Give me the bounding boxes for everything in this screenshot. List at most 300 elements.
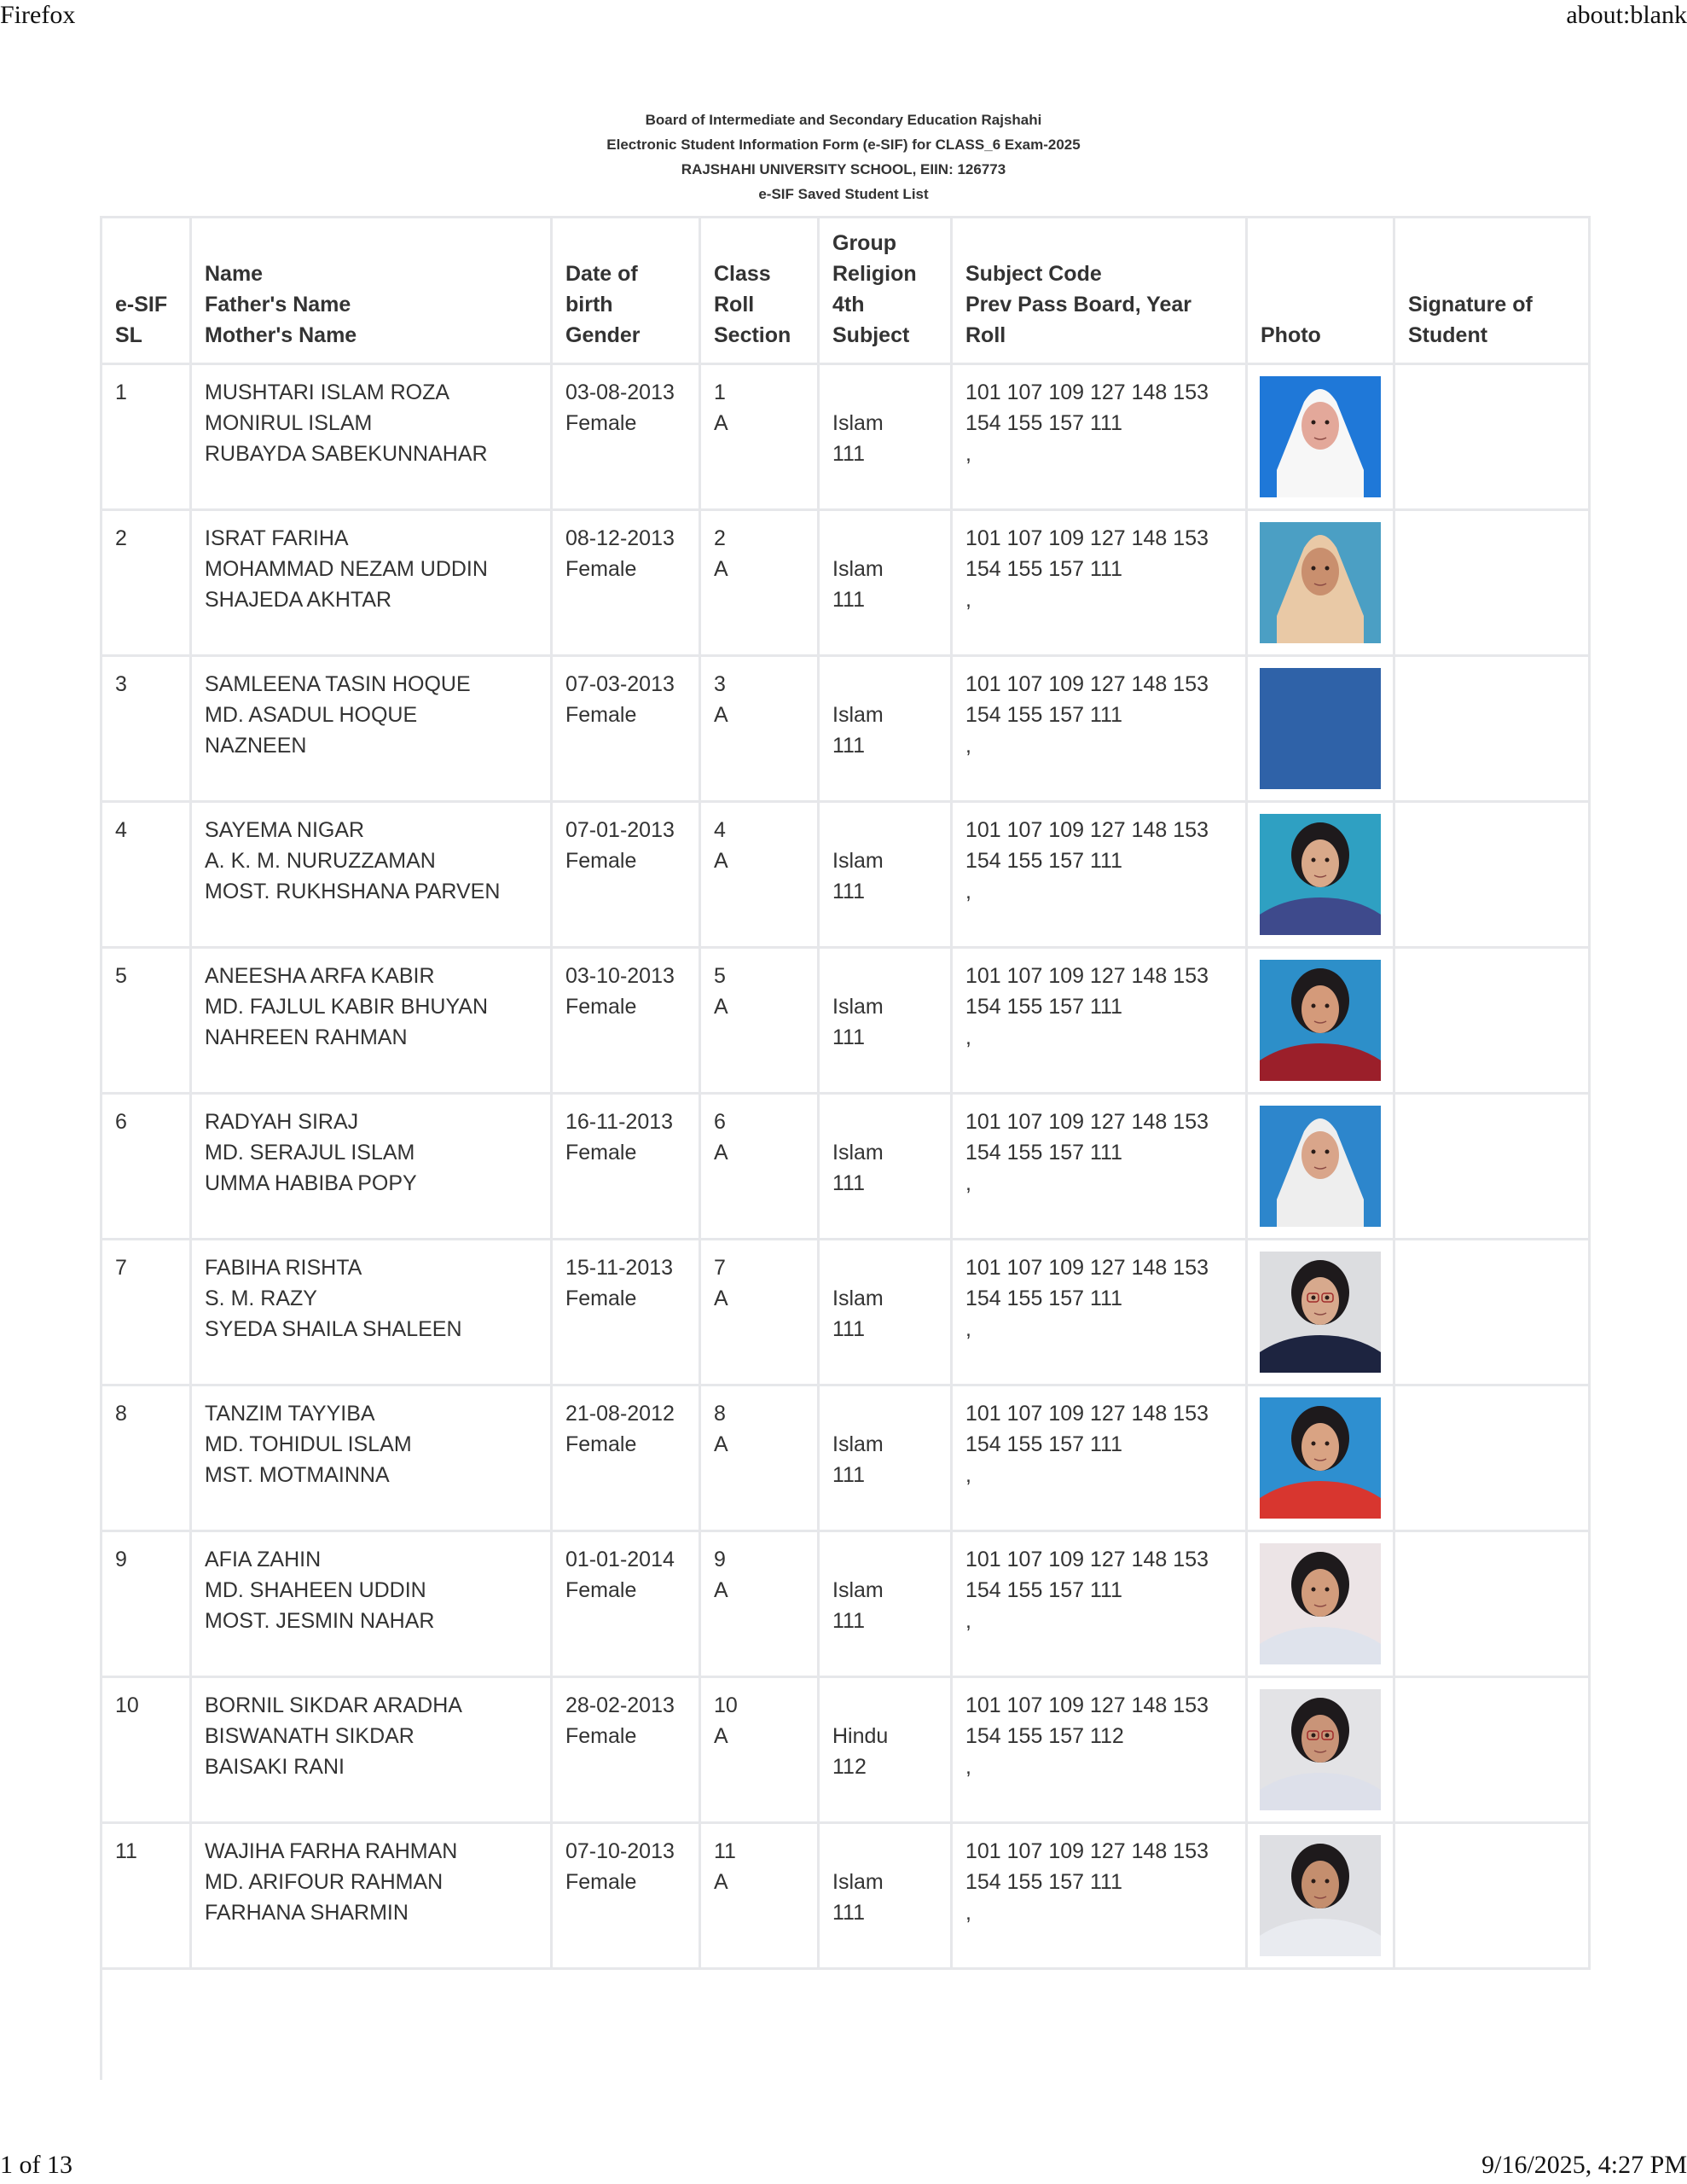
cell-names xyxy=(191,1677,552,1823)
fourth-subject: 111 xyxy=(832,1171,866,1195)
cell-dob-gender xyxy=(552,1094,700,1240)
gender: Female xyxy=(565,1724,637,1748)
gender: Female xyxy=(565,411,637,435)
student-name: RADYAH SIRAJ xyxy=(205,1110,359,1134)
section: A xyxy=(714,1141,728,1165)
mother-name: FARHANA SHARMIN xyxy=(205,1901,409,1925)
cell-dob-gender xyxy=(552,510,700,656)
gender: Female xyxy=(565,1141,637,1165)
cell-dob-gender xyxy=(552,948,700,1094)
mother-name: MOST. JESMIN NAHAR xyxy=(205,1609,435,1633)
fourth-subject: 111 xyxy=(832,880,866,903)
fourth-subject: 111 xyxy=(832,1609,866,1633)
subject-codes-line1: 101 107 109 127 148 153 xyxy=(965,964,1209,988)
cell-signature xyxy=(1394,510,1590,656)
cell-signature xyxy=(1394,1823,1590,1969)
subject-codes-line2: 154 155 157 111 xyxy=(965,849,1122,873)
cell-dob-gender xyxy=(552,1531,700,1677)
cell-sl xyxy=(101,510,191,656)
student-list-table xyxy=(100,216,1591,1970)
face-shape xyxy=(1301,402,1339,450)
student-name: SAYEMA NIGAR xyxy=(205,818,365,842)
cell-subject-codes xyxy=(952,1823,1247,1969)
date-of-birth: 15-11-2013 xyxy=(565,1256,674,1280)
cell-photo xyxy=(1247,656,1394,802)
student-name: AFIA ZAHIN xyxy=(205,1548,322,1571)
father-name: MD. SERAJUL ISLAM xyxy=(205,1141,415,1165)
subject-codes-line2: 154 155 157 111 xyxy=(965,1432,1122,1456)
mother-name: SHAJEDA AKHTAR xyxy=(205,588,392,612)
face-shape xyxy=(1301,1131,1339,1179)
esif-sl: 6 xyxy=(115,1110,127,1134)
portrait-graphic xyxy=(1260,1835,1381,1956)
cell-subject-codes xyxy=(952,1240,1247,1385)
gender: Female xyxy=(565,703,637,727)
student-photo-uniform-icon xyxy=(1260,814,1381,935)
eye-right xyxy=(1325,1004,1330,1008)
date-of-birth: 16-11-2013 xyxy=(565,1110,674,1134)
table-row xyxy=(101,1094,1590,1240)
gender: Female xyxy=(565,995,637,1019)
table-border-continuation xyxy=(100,1969,102,2080)
prev-pass-board-year: , xyxy=(965,880,971,903)
cell-sl xyxy=(101,1094,191,1240)
student-name: WAJIHA FARHA RAHMAN xyxy=(205,1839,458,1863)
header-name: Name Father's Name Mother's Name xyxy=(191,218,552,364)
gender: Female xyxy=(565,1287,637,1310)
portrait-graphic xyxy=(1260,1106,1381,1227)
prev-pass-board-year: , xyxy=(965,1317,971,1341)
section: A xyxy=(714,1432,728,1456)
eye-left xyxy=(1312,1150,1316,1154)
cell-photo xyxy=(1247,364,1394,510)
father-name: MD. ARIFOUR RAHMAN xyxy=(205,1870,443,1894)
gender: Female xyxy=(565,1432,637,1456)
portrait-graphic xyxy=(1260,1689,1381,1810)
fourth-subject: 111 xyxy=(832,734,866,758)
portrait-graphic xyxy=(1260,668,1381,789)
board-title: Board of Intermediate and Secondary Education Rajshahi xyxy=(645,112,1042,128)
fourth-subject: 111 xyxy=(832,1317,866,1341)
date-of-birth: 03-08-2013 xyxy=(565,380,675,404)
photo-background xyxy=(1260,668,1381,789)
cell-signature xyxy=(1394,1531,1590,1677)
cell-dob-gender xyxy=(552,1240,700,1385)
prev-pass-board-year: , xyxy=(965,1025,971,1049)
header-religion: Group Religion 4th Subject xyxy=(819,218,952,364)
cell-religion xyxy=(819,1240,952,1385)
cell-names xyxy=(191,1531,552,1677)
eye-left xyxy=(1312,1442,1316,1446)
cell-sl xyxy=(101,1531,191,1677)
class-roll: 1 xyxy=(714,380,726,404)
cell-subject-codes xyxy=(952,1385,1247,1531)
esif-sl: 5 xyxy=(115,964,127,988)
subject-codes-line2: 154 155 157 111 xyxy=(965,411,1122,435)
cell-roll-section xyxy=(700,510,819,656)
esif-sl: 10 xyxy=(115,1693,139,1717)
cell-names xyxy=(191,510,552,656)
religion: Islam xyxy=(832,1287,884,1310)
eye-right xyxy=(1325,1150,1330,1154)
student-photo-uniform-glasses-icon xyxy=(1260,1689,1381,1810)
subject-codes-line1: 101 107 109 127 148 153 xyxy=(965,672,1209,696)
section: A xyxy=(714,411,728,435)
fourth-subject: 111 xyxy=(832,442,866,466)
fourth-subject: 111 xyxy=(832,1025,866,1049)
header-dob: Date of birth Gender xyxy=(552,218,700,364)
class-roll: 5 xyxy=(714,964,726,988)
class-roll: 11 xyxy=(714,1839,736,1863)
table-row xyxy=(101,1677,1590,1823)
cell-roll-section xyxy=(700,1531,819,1677)
portrait-graphic xyxy=(1260,522,1381,643)
cell-names xyxy=(191,364,552,510)
date-of-birth: 07-01-2013 xyxy=(565,818,675,842)
cell-roll-section xyxy=(700,1385,819,1531)
cell-sl xyxy=(101,802,191,948)
fourth-subject: 112 xyxy=(832,1755,867,1779)
fourth-subject: 111 xyxy=(832,588,866,612)
cell-names xyxy=(191,948,552,1094)
subject-codes-line1: 101 107 109 127 148 153 xyxy=(965,1110,1209,1134)
page-indicator: 1 of 13 xyxy=(0,2151,72,2179)
eye-right xyxy=(1325,421,1330,425)
cell-religion xyxy=(819,1385,952,1531)
eye-left xyxy=(1312,858,1316,863)
cell-names xyxy=(191,1385,552,1531)
header-subject-code: Subject Code Prev Pass Board, Year Roll xyxy=(952,218,1247,364)
cell-religion xyxy=(819,1823,952,1969)
student-list-table-wrapper xyxy=(100,216,1591,1970)
cell-dob-gender xyxy=(552,656,700,802)
portrait-graphic xyxy=(1260,960,1381,1081)
face-shape xyxy=(1301,1277,1339,1325)
school-title: RAJSHAHI UNIVERSITY SCHOOL, EIIN: 126773 xyxy=(681,161,1006,177)
cell-sl xyxy=(101,1823,191,1969)
subject-codes-line1: 101 107 109 127 148 153 xyxy=(965,1548,1209,1571)
mother-name: SYEDA SHAILA SHALEEN xyxy=(205,1317,462,1341)
cell-signature xyxy=(1394,1094,1590,1240)
cell-photo xyxy=(1247,1385,1394,1531)
esif-sl: 3 xyxy=(115,672,127,696)
cell-photo xyxy=(1247,802,1394,948)
face-shape xyxy=(1301,1569,1339,1617)
mother-name: NAHREEN RAHMAN xyxy=(205,1025,408,1049)
cell-subject-codes xyxy=(952,1677,1247,1823)
prev-pass-board-year: , xyxy=(965,1171,971,1195)
cell-religion xyxy=(819,1531,952,1677)
subject-codes-line1: 101 107 109 127 148 153 xyxy=(965,1693,1209,1717)
header-photo: Photo xyxy=(1247,218,1394,364)
esif-sl: 2 xyxy=(115,526,127,550)
father-name: MONIRUL ISLAM xyxy=(205,411,373,435)
subject-codes-line1: 101 107 109 127 148 153 xyxy=(965,1839,1209,1863)
religion: Islam xyxy=(832,1870,884,1894)
eye-right xyxy=(1325,858,1330,863)
religion: Islam xyxy=(832,995,884,1019)
gender: Female xyxy=(565,1578,637,1602)
gender: Female xyxy=(565,849,637,873)
table-row xyxy=(101,1823,1590,1969)
cell-sl xyxy=(101,364,191,510)
face-shape xyxy=(1301,985,1339,1033)
religion: Islam xyxy=(832,849,884,873)
student-photo-hijab-white-icon xyxy=(1260,1106,1381,1227)
cell-photo xyxy=(1247,1677,1394,1823)
eye-right xyxy=(1325,566,1330,571)
prev-pass-board-year: , xyxy=(965,1609,971,1633)
eye-left xyxy=(1312,421,1316,425)
cell-photo xyxy=(1247,510,1394,656)
religion: Islam xyxy=(832,1141,884,1165)
student-photo-uniform-icon xyxy=(1260,1543,1381,1664)
eye-right xyxy=(1325,1296,1330,1300)
header-roll: Class Roll Section xyxy=(700,218,819,364)
face-shape xyxy=(1301,1423,1339,1471)
cell-dob-gender xyxy=(552,364,700,510)
eye-left xyxy=(1312,566,1316,571)
browser-url: about:blank xyxy=(1566,1,1687,29)
cell-sl xyxy=(101,1677,191,1823)
eye-left xyxy=(1312,1004,1316,1008)
student-name: ISRAT FARIHA xyxy=(205,526,349,550)
table-row xyxy=(101,1240,1590,1385)
subject-codes-line2: 154 155 157 112 xyxy=(965,1724,1124,1748)
table-row xyxy=(101,948,1590,1094)
subject-codes-line2: 154 155 157 111 xyxy=(965,1578,1122,1602)
student-name: SAMLEENA TASIN HOQUE xyxy=(205,672,471,696)
cell-dob-gender xyxy=(552,1677,700,1823)
cell-photo xyxy=(1247,948,1394,1094)
class-roll: 9 xyxy=(714,1548,726,1571)
father-name: MOHAMMAD NEZAM UDDIN xyxy=(205,557,488,581)
cell-signature xyxy=(1394,802,1590,948)
prev-pass-board-year: , xyxy=(965,442,971,466)
date-of-birth: 21-08-2012 xyxy=(565,1402,675,1426)
student-photo-red-top-icon xyxy=(1260,960,1381,1081)
subject-codes-line1: 101 107 109 127 148 153 xyxy=(965,526,1209,550)
mother-name: MST. MOTMAINNA xyxy=(205,1463,390,1487)
subject-codes-line2: 154 155 157 111 xyxy=(965,557,1122,581)
cell-sl xyxy=(101,948,191,1094)
student-name: FABIHA RISHTA xyxy=(205,1256,362,1280)
gender: Female xyxy=(565,557,637,581)
portrait-graphic xyxy=(1260,1397,1381,1519)
student-photo-uniform-icon xyxy=(1260,1835,1381,1956)
father-name: S. M. RAZY xyxy=(205,1287,317,1310)
student-photo-uniform-glasses-icon xyxy=(1260,1252,1381,1373)
cell-roll-section xyxy=(700,1677,819,1823)
cell-sl xyxy=(101,1240,191,1385)
eye-right xyxy=(1325,1588,1330,1592)
section: A xyxy=(714,1578,728,1602)
cell-photo xyxy=(1247,1094,1394,1240)
mother-name: MOST. RUKHSHANA PARVEN xyxy=(205,880,501,903)
cell-subject-codes xyxy=(952,1531,1247,1677)
religion: Islam xyxy=(832,703,884,727)
student-photo-hijab-white-icon xyxy=(1260,376,1381,497)
esif-sl: 11 xyxy=(115,1839,137,1863)
cell-photo xyxy=(1247,1240,1394,1385)
cell-dob-gender xyxy=(552,802,700,948)
religion: Hindu xyxy=(832,1724,889,1748)
table-row xyxy=(101,364,1590,510)
subject-codes-line2: 154 155 157 111 xyxy=(965,703,1122,727)
cell-sl xyxy=(101,656,191,802)
cell-photo xyxy=(1247,1531,1394,1677)
cell-names xyxy=(191,802,552,948)
header-sl: e-SIF SL xyxy=(101,218,191,364)
prev-pass-board-year: , xyxy=(965,588,971,612)
student-photo-blank-blue-icon xyxy=(1260,668,1381,789)
class-roll: 10 xyxy=(714,1693,738,1717)
eye-left xyxy=(1312,1734,1316,1738)
cell-signature xyxy=(1394,364,1590,510)
student-name: TANZIM TAYYIBA xyxy=(205,1402,375,1426)
esif-sl: 9 xyxy=(115,1548,127,1571)
list-title: e-SIF Saved Student List xyxy=(758,186,929,202)
table-header-row xyxy=(101,218,1590,364)
gender: Female xyxy=(565,1870,637,1894)
father-name: BISWANATH SIKDAR xyxy=(205,1724,415,1748)
table-row xyxy=(101,510,1590,656)
cell-subject-codes xyxy=(952,948,1247,1094)
esif-sl: 8 xyxy=(115,1402,127,1426)
cell-roll-section xyxy=(700,1094,819,1240)
section: A xyxy=(714,1287,728,1310)
cell-roll-section xyxy=(700,656,819,802)
prev-pass-board-year: , xyxy=(965,1901,971,1925)
student-photo-hijab-beige-icon xyxy=(1260,522,1381,643)
fourth-subject: 111 xyxy=(832,1901,866,1925)
header-signature: Signature of Student xyxy=(1394,218,1590,364)
cell-names xyxy=(191,1823,552,1969)
fourth-subject: 111 xyxy=(832,1463,866,1487)
section: A xyxy=(714,995,728,1019)
esif-sl: 1 xyxy=(115,380,127,404)
mother-name: BAISAKI RANI xyxy=(205,1755,345,1779)
subject-codes-line2: 154 155 157 111 xyxy=(965,1287,1122,1310)
cell-religion xyxy=(819,364,952,510)
cell-names xyxy=(191,1094,552,1240)
cell-signature xyxy=(1394,1240,1590,1385)
table-row xyxy=(101,1385,1590,1531)
cell-roll-section xyxy=(700,1240,819,1385)
cell-religion xyxy=(819,510,952,656)
religion: Islam xyxy=(832,411,884,435)
class-roll: 4 xyxy=(714,818,726,842)
eye-left xyxy=(1312,1588,1316,1592)
mother-name: NAZNEEN xyxy=(205,734,307,758)
cell-roll-section xyxy=(700,364,819,510)
subject-codes-line2: 154 155 157 111 xyxy=(965,1141,1122,1165)
class-roll: 8 xyxy=(714,1402,726,1426)
eye-right xyxy=(1325,1442,1330,1446)
student-name: ANEESHA ARFA KABIR xyxy=(205,964,435,988)
father-name: A. K. M. NURUZZAMAN xyxy=(205,849,436,873)
cell-signature xyxy=(1394,1677,1590,1823)
print-timestamp: 9/16/2025, 4:27 PM xyxy=(1481,2151,1687,2179)
table-row xyxy=(101,802,1590,948)
cell-names xyxy=(191,1240,552,1385)
cell-subject-codes xyxy=(952,656,1247,802)
mother-name: UMMA HABIBA POPY xyxy=(205,1171,417,1195)
portrait-graphic xyxy=(1260,1543,1381,1664)
student-photo-red-dress-icon xyxy=(1260,1397,1381,1519)
esif-sl: 4 xyxy=(115,818,127,842)
class-roll: 3 xyxy=(714,672,726,696)
date-of-birth: 07-10-2013 xyxy=(565,1839,675,1863)
subject-codes-line1: 101 107 109 127 148 153 xyxy=(965,1402,1209,1426)
cell-signature xyxy=(1394,1385,1590,1531)
eye-right xyxy=(1325,1734,1330,1738)
face-shape xyxy=(1301,548,1339,595)
face-shape xyxy=(1301,839,1339,887)
cell-photo xyxy=(1247,1823,1394,1969)
father-name: MD. ASADUL HOQUE xyxy=(205,703,418,727)
cell-dob-gender xyxy=(552,1385,700,1531)
mother-name: RUBAYDA SABEKUNNAHAR xyxy=(205,442,488,466)
portrait-graphic xyxy=(1260,376,1381,497)
father-name: MD. TOHIDUL ISLAM xyxy=(205,1432,412,1456)
cell-sl xyxy=(101,1385,191,1531)
class-roll: 6 xyxy=(714,1110,726,1134)
esif-sl: 7 xyxy=(115,1256,127,1280)
section: A xyxy=(714,1724,728,1748)
section: A xyxy=(714,1870,728,1894)
cell-religion xyxy=(819,948,952,1094)
cell-roll-section xyxy=(700,802,819,948)
father-name: MD. FAJLUL KABIR BHUYAN xyxy=(205,995,489,1019)
date-of-birth: 03-10-2013 xyxy=(565,964,675,988)
cell-names xyxy=(191,656,552,802)
cell-roll-section xyxy=(700,1823,819,1969)
form-title: Electronic Student Information Form (e-SIF) for CLASS_6 Exam-2025 xyxy=(606,136,1081,153)
section: A xyxy=(714,557,728,581)
table-row xyxy=(101,656,1590,802)
cell-dob-gender xyxy=(552,1823,700,1969)
cell-religion xyxy=(819,656,952,802)
subject-codes-line1: 101 107 109 127 148 153 xyxy=(965,1256,1209,1280)
religion: Islam xyxy=(832,1432,884,1456)
father-name: MD. SHAHEEN UDDIN xyxy=(205,1578,426,1602)
date-of-birth: 08-12-2013 xyxy=(565,526,675,550)
face-shape xyxy=(1301,1715,1339,1763)
cell-signature xyxy=(1394,948,1590,1094)
eye-right xyxy=(1325,1879,1330,1884)
class-roll: 2 xyxy=(714,526,726,550)
eye-left xyxy=(1312,1879,1316,1884)
portrait-graphic xyxy=(1260,1252,1381,1373)
face-shape xyxy=(1301,1861,1339,1908)
prev-pass-board-year: , xyxy=(965,734,971,758)
portrait-graphic xyxy=(1260,814,1381,935)
cell-subject-codes xyxy=(952,364,1247,510)
student-name: BORNIL SIKDAR ARADHA xyxy=(205,1693,462,1717)
section: A xyxy=(714,849,728,873)
student-name: MUSHTARI ISLAM ROZA xyxy=(205,380,450,404)
date-of-birth: 28-02-2013 xyxy=(565,1693,675,1717)
date-of-birth: 07-03-2013 xyxy=(565,672,675,696)
eye-left xyxy=(1312,1296,1316,1300)
religion: Islam xyxy=(832,557,884,581)
class-roll: 7 xyxy=(714,1256,726,1280)
table-body xyxy=(101,364,1590,1969)
date-of-birth: 01-01-2014 xyxy=(565,1548,675,1571)
cell-roll-section xyxy=(700,948,819,1094)
religion: Islam xyxy=(832,1578,884,1602)
